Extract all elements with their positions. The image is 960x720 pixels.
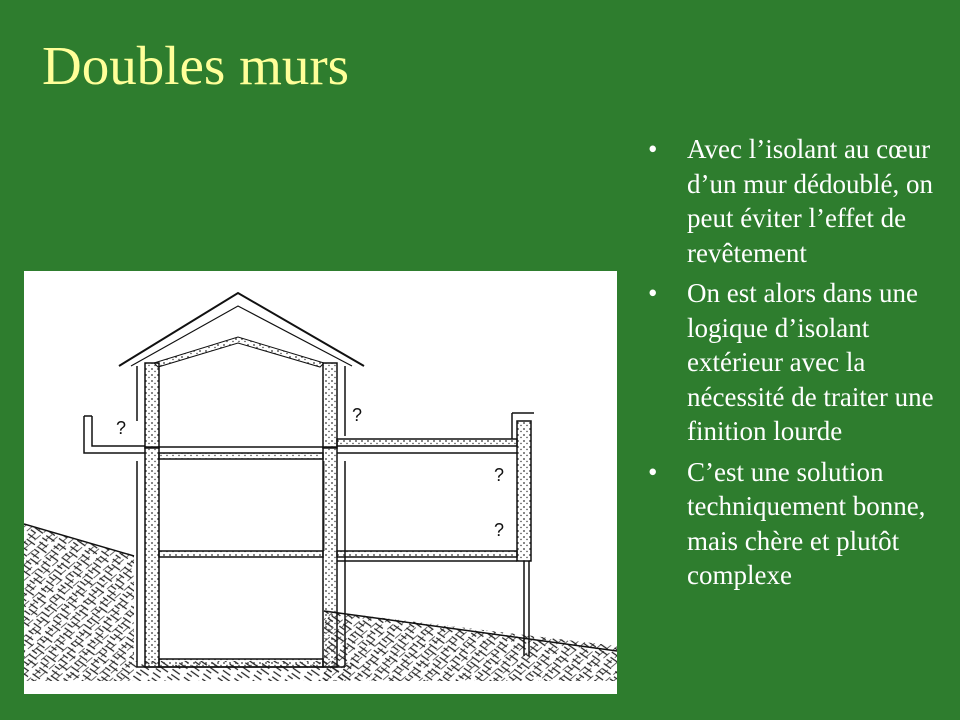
bullet-text: On est alors dans une logique d’isolant extérieur avec la nécessité de traiter une finition lourde <box>687 278 934 446</box>
bullet-dot-icon: • <box>648 134 658 164</box>
house-cross-section-drawing <box>24 271 617 694</box>
upper-walls <box>137 363 345 448</box>
bullet-text: C’est une solution techniquement bonne, mais chère et plutôt complexe <box>687 456 926 590</box>
bullet-item <box>648 455 948 593</box>
floors <box>137 447 345 667</box>
slide-title: Doubles murs <box>42 35 350 96</box>
bullet-list <box>648 132 948 599</box>
question-mark: ? <box>494 465 505 485</box>
bullet-item <box>648 276 948 449</box>
bullet-item <box>648 132 948 270</box>
bullet-text: Avec l’isolant au cœur d’un mur dédoublé, on peut éviter l’effet de revêtement <box>687 134 933 268</box>
question-mark: ? <box>352 405 363 425</box>
bullet-dot-icon: • <box>648 456 658 487</box>
question-mark: ? <box>116 418 127 438</box>
left-balcony <box>84 416 145 453</box>
bullet-dot-icon: • <box>648 278 658 308</box>
house-section-figure <box>24 271 617 694</box>
roof <box>119 293 364 367</box>
question-mark: ? <box>494 520 505 540</box>
